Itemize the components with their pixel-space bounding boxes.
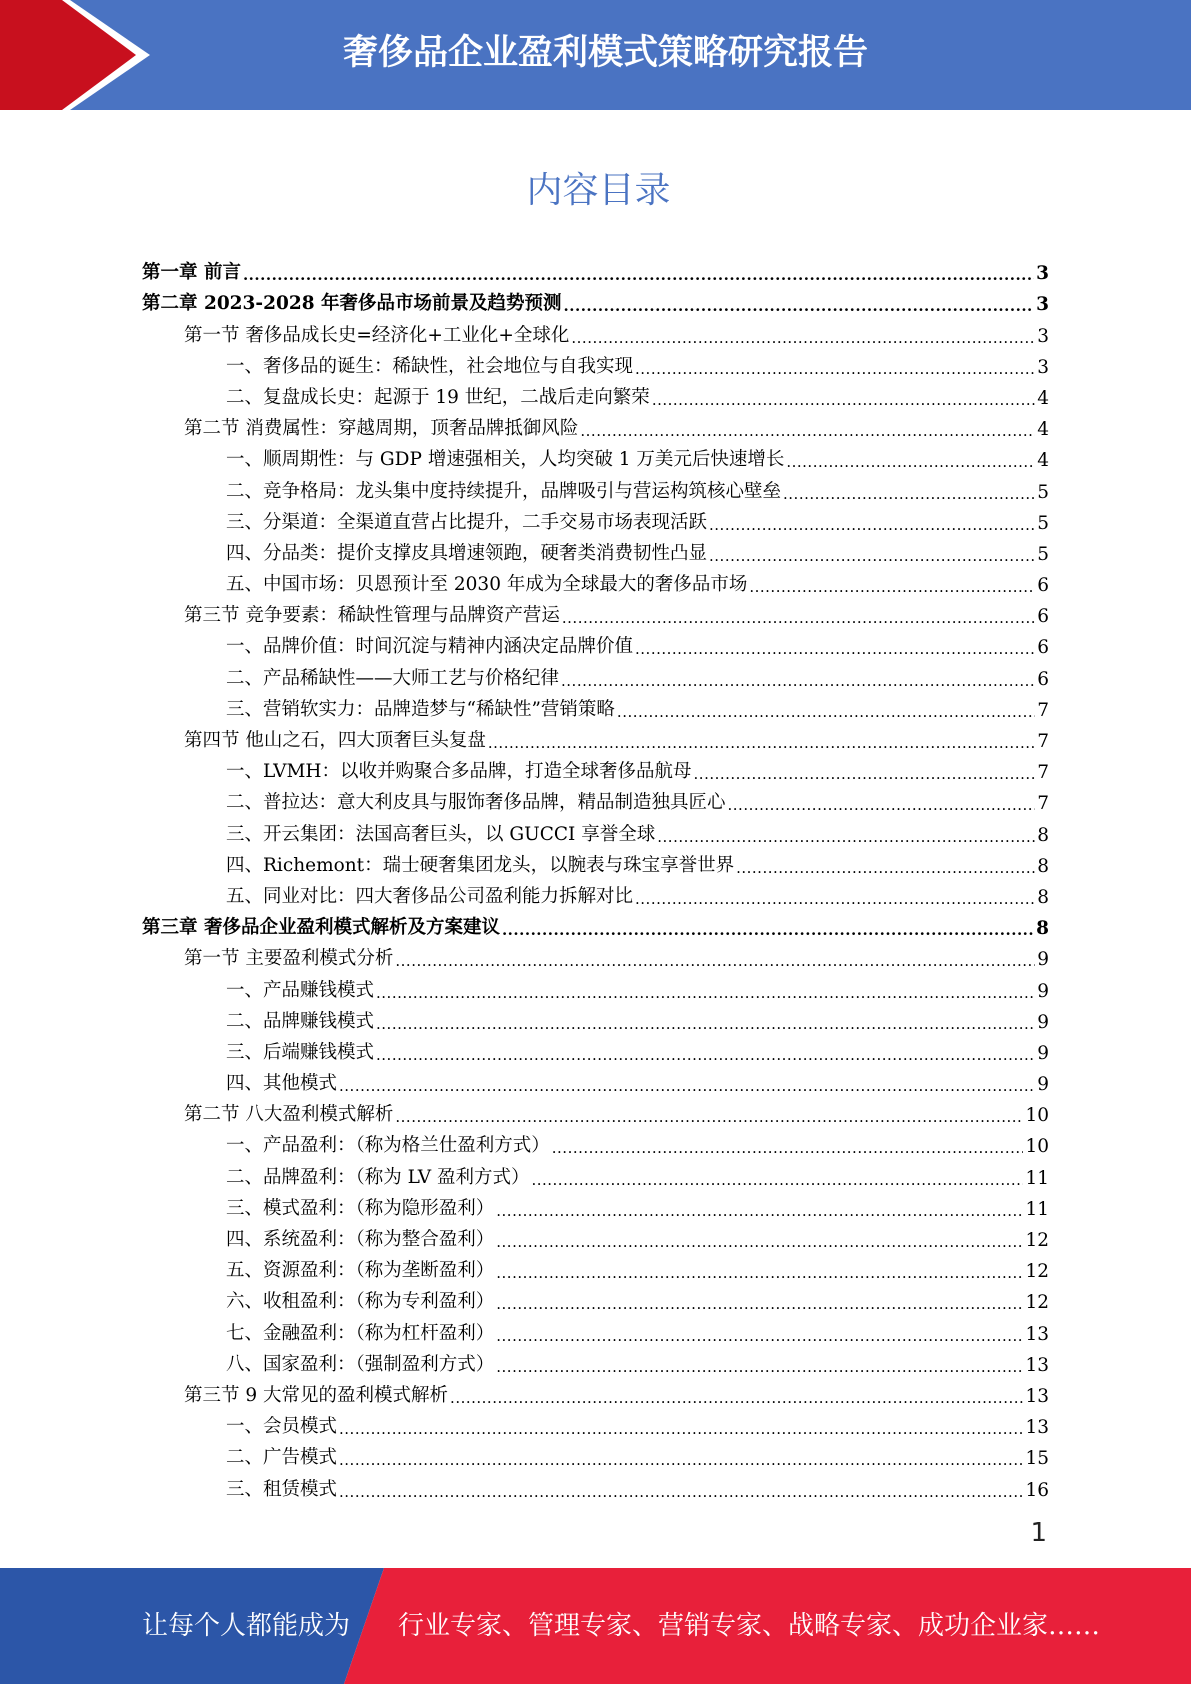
toc-entry-title: 一、产品盈利：（称为格兰仕盈利方式） [226,1135,550,1157]
toc-entry-title: 第四节 他山之石，四大顶奢巨头复盘 [184,730,486,751]
toc-dot-leader [496,1233,1023,1251]
table-of-contents [142,253,1049,1501]
toc-entry[interactable] [142,877,1049,908]
toc-entry-page: 8 [1037,855,1049,877]
toc-dot-leader [617,703,1035,721]
toc-entry-page: 4 [1037,450,1049,472]
toc-entry-page: 7 [1037,762,1049,784]
toc-dot-leader [562,609,1035,627]
toc-entry-title: 五、中国市场：贝恩预计至 2030 年成为全球最大的奢侈品市场 [226,574,748,596]
toc-entry[interactable] [142,315,1049,346]
toc-dot-leader [564,297,1035,315]
toc-dot-leader [728,796,1036,814]
toc-entry-page: 5 [1037,512,1049,534]
toc-dot-leader [496,1295,1023,1313]
toc-entry-page: 9 [1037,1042,1049,1064]
toc-entry[interactable] [142,1407,1049,1438]
toc-entry-page: 8 [1037,824,1049,846]
toc-entry[interactable] [142,939,1049,970]
toc-entry-page: 5 [1037,543,1049,565]
toc-entry-title: 五、资源盈利：（称为垄断盈利） [226,1260,495,1282]
toc-entry-title: 第二节 八大盈利模式解析 [184,1104,394,1126]
toc-entry-title: 一、会员模式 [226,1416,338,1438]
toc-entry-title: 三、开云集团：法国高奢巨头，以 GUCCI 享誉全球 [226,823,656,845]
toc-entry[interactable] [142,347,1049,378]
toc-dot-leader [496,1264,1023,1282]
toc-entry-title: 三、营销软实力：品牌造梦与“稀缺性”营销策略 [226,698,615,720]
report-title: 奢侈品企业盈利模式策略研究报告 [342,33,868,73]
toc-dot-leader [657,828,1035,846]
toc-dot-leader [395,952,1035,970]
toc-dot-leader [580,422,1035,440]
toc-entry-page: 3 [1037,356,1049,378]
toc-entry[interactable] [142,1002,1049,1033]
toc-entry-page: 8 [1037,886,1049,908]
toc-dot-leader [376,984,1035,1002]
toc-dot-leader [749,578,1035,596]
toc-entry-title: 二、广告模式 [226,1447,338,1469]
toc-entry-page: 6 [1037,606,1049,628]
toc-entry[interactable] [142,690,1049,721]
toc-entry-page: 3 [1036,294,1049,316]
toc-entry-page: 7 [1037,793,1049,815]
toc-entry-page: 9 [1037,949,1049,971]
toc-entry-title: 第二节 消费属性：穿越周期，顶奢品牌抵御风险 [184,418,579,440]
toc-entry-title: 四、系统盈利：（称为整合盈利） [226,1229,495,1250]
toc-entry-page: 6 [1037,668,1049,690]
toc-dot-leader [450,1389,1023,1407]
toc-entry-page: 7 [1037,699,1049,721]
toc-entry[interactable] [142,908,1049,939]
toc-entry-page: 6 [1037,575,1049,597]
toc-dot-leader [736,859,1035,877]
toc-entry[interactable] [142,284,1049,315]
toc-entry[interactable] [142,440,1049,471]
toc-dot-leader [709,547,1035,565]
page-number: 1 [1030,1518,1047,1548]
toc-entry[interactable] [142,627,1049,658]
toc-entry-page: 13 [1025,1385,1049,1407]
toc-entry[interactable] [142,1095,1049,1126]
toc-entry-title: 一、奢侈品的诞生：稀缺性，社会地位与自我实现 [226,355,634,377]
page-footer [0,1568,1191,1684]
toc-entry-title: 第一节 奢侈品成长史=经济化+工业化+全球化 [184,324,570,346]
toc-entry[interactable] [142,1376,1049,1407]
toc-entry-page: 13 [1025,1323,1049,1345]
toc-dot-leader [496,1202,1023,1220]
toc-dot-leader [571,329,1035,347]
toc-dot-leader [243,266,1034,284]
toc-dot-leader [339,1077,1035,1095]
toc-entry[interactable] [142,565,1049,596]
toc-entry-title: 一、LVMH：以收并购聚合多品牌，打造全球奢侈品航母 [226,761,692,783]
toc-entry[interactable] [142,1469,1049,1500]
toc-dot-leader [339,1451,1023,1469]
toc-dot-leader [635,640,1035,658]
toc-entry-page: 12 [1025,1261,1049,1283]
toc-entry[interactable] [142,658,1049,689]
toc-entry-title: 七、金融盈利：（称为杠杆盈利） [226,1322,495,1344]
toc-entry-page: 13 [1025,1417,1049,1439]
footer-slogan-right: 行业专家、管理专家、营销专家、战略专家、成功企业家…… [398,1611,1101,1641]
toc-dot-leader [339,1483,1023,1501]
toc-entry-page: 4 [1037,419,1049,441]
toc-dot-leader [652,391,1035,409]
toc-entry-title: 第三节 9 大常见的盈利模式解析 [184,1384,449,1406]
toc-entry-title: 二、普拉达：意大利皮具与服饰奢侈品牌，精品制造独具匠心 [226,792,726,814]
toc-dot-leader [496,1327,1023,1345]
toc-entry-page: 9 [1037,980,1049,1002]
toc-entry-title: 四、其他模式 [226,1073,338,1095]
toc-entry[interactable] [142,1438,1049,1469]
toc-entry-page: 16 [1025,1479,1049,1501]
toc-entry[interactable] [142,503,1049,534]
toc-entry-title: 二、品牌赚钱模式 [226,1010,375,1032]
toc-entry-title: 三、租赁模式 [226,1478,338,1500]
toc-entry-page: 7 [1037,731,1049,752]
toc-entry-page: 3 [1036,263,1049,285]
toc-entry-page: 5 [1037,481,1049,503]
toc-entry-title: 一、产品赚钱模式 [226,979,375,1001]
page-header [0,0,1191,110]
toc-entry-title: 二、产品稀缺性——大师工艺与价格纪律 [226,667,560,689]
toc-entry[interactable] [142,471,1049,502]
toc-entry[interactable] [142,970,1049,1001]
toc-entry-page: 8 [1036,918,1049,940]
toc-entry[interactable] [142,752,1049,783]
toc-entry-page: 10 [1025,1136,1049,1158]
toc-entry-page: 10 [1025,1105,1049,1127]
toc-entry-title: 一、顺周期性：与 GDP 增速强相关，人均突破 1 万美元后快速增长 [226,449,785,471]
toc-entry[interactable] [142,1189,1049,1220]
toc-entry[interactable] [142,1126,1049,1157]
toc-entry-title: 三、后端赚钱模式 [226,1041,375,1063]
toc-entry-title: 三、分渠道：全渠道直营占比提升，二手交易市场表现活跃 [226,511,708,533]
toc-entry[interactable] [142,1157,1049,1188]
toc-entry-page: 11 [1025,1167,1049,1189]
toc-entry-page: 9 [1037,1074,1049,1096]
toc-entry[interactable] [142,253,1049,284]
toc-entry[interactable] [142,1251,1049,1282]
toc-entry-title: 八、国家盈利：（强制盈利方式） [226,1353,495,1375]
toc-entry-page: 4 [1037,387,1049,409]
toc-dot-leader [552,1139,1024,1157]
toc-heading: 内容目录 [526,170,671,211]
toc-entry-page: 13 [1025,1354,1049,1376]
toc-entry-title: 第二章 2023-2028 年奢侈品市场前景及趋势预测 [142,293,562,315]
toc-entry[interactable] [142,1345,1049,1376]
toc-entry-title: 三、模式盈利：（称为隐形盈利） [226,1197,495,1219]
toc-dot-leader [561,672,1035,690]
toc-entry-title: 第三章 奢侈品企业盈利模式解析及方案建议 [142,917,500,939]
toc-entry-title: 二、竞争格局：龙头集中度持续提升，品牌吸引与营运构筑核心壁垒 [226,480,782,502]
toc-dot-leader [635,890,1035,908]
toc-entry[interactable] [142,814,1049,845]
toc-dot-leader [694,765,1036,783]
toc-entry[interactable] [142,846,1049,877]
toc-entry-page: 15 [1025,1448,1049,1470]
toc-dot-leader [783,485,1035,503]
toc-dot-leader [376,1046,1035,1064]
toc-entry-page: 12 [1025,1292,1049,1314]
toc-dot-leader [709,516,1035,534]
toc-entry-title: 六、收租盈利：（称为专利盈利） [226,1291,495,1313]
toc-dot-leader [395,1108,1023,1126]
toc-dot-leader [496,1358,1023,1376]
toc-dot-leader [531,1171,1023,1189]
toc-entry[interactable] [142,1220,1049,1251]
toc-entry-page: 3 [1037,325,1049,347]
toc-entry[interactable] [142,409,1049,440]
toc-entry[interactable] [142,721,1049,752]
toc-dot-leader [339,1420,1023,1438]
toc-entry-page: 9 [1037,1011,1049,1033]
toc-dot-leader [488,734,1035,752]
toc-dot-leader [376,1015,1035,1033]
toc-entry-page: 6 [1037,637,1049,659]
toc-entry[interactable] [142,534,1049,565]
toc-entry[interactable] [142,1313,1049,1344]
toc-dot-leader [786,453,1035,471]
toc-entry-title: 四、Richemont：瑞士硬奢集团龙头，以腕表与珠宝享誉世界 [226,854,735,876]
toc-dot-leader [502,921,1034,939]
toc-entry[interactable] [142,596,1049,627]
toc-entry[interactable] [142,1282,1049,1313]
toc-entry-title: 一、品牌价值：时间沉淀与精神内涵决定品牌价值 [226,636,634,658]
toc-entry-title: 第一章 前言 [142,262,241,284]
toc-entry[interactable] [142,1033,1049,1064]
toc-dot-leader [635,360,1035,378]
toc-entry-page: 11 [1025,1198,1049,1220]
toc-entry-title: 第三节 竞争要素：稀缺性管理与品牌资产营运 [184,605,560,627]
toc-entry-title: 四、分品类：提价支撑皮具增速领跑，硬奢类消费韧性凸显 [226,542,708,564]
toc-entry-page: 12 [1025,1230,1049,1251]
footer-slogan-left: 让每个人都能成为 [142,1611,351,1641]
toc-entry-title: 二、复盘成长史：起源于 19 世纪，二战后走向繁荣 [226,386,650,408]
toc-entry[interactable] [142,1064,1049,1095]
toc-entry-title: 第一节 主要盈利模式分析 [184,948,394,970]
toc-entry-title: 二、品牌盈利：（称为 LV 盈利方式） [226,1166,530,1188]
toc-entry-title: 五、同业对比：四大奢侈品公司盈利能力拆解对比 [226,885,634,907]
toc-entry[interactable] [142,783,1049,814]
toc-entry[interactable] [142,378,1049,409]
